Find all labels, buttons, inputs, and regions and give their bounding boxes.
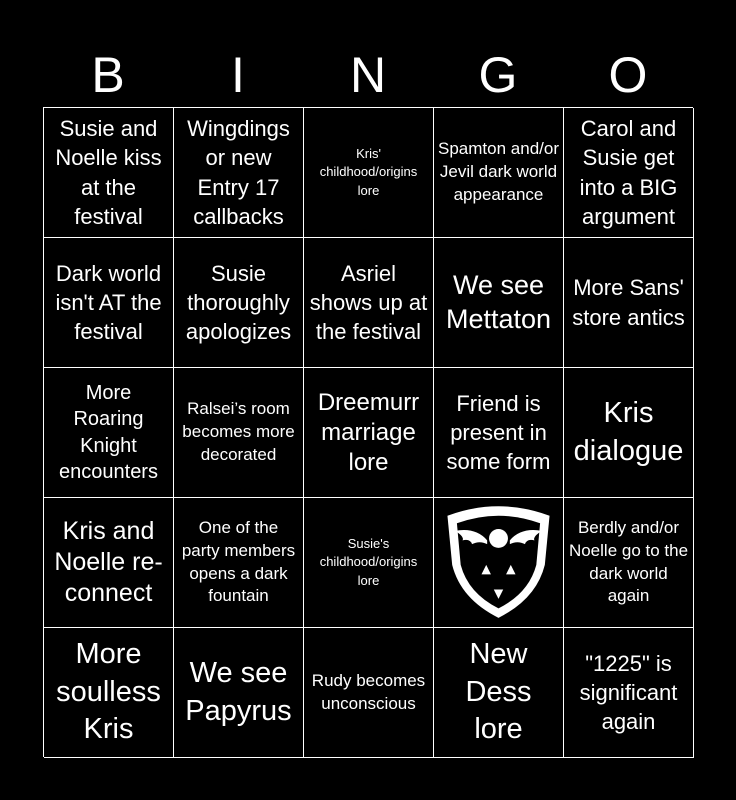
bingo-cell[interactable] bbox=[564, 238, 694, 368]
bingo-cell[interactable] bbox=[564, 368, 694, 498]
cell-text: Ralsei’s room becomes more decorated bbox=[182, 399, 295, 464]
bingo-cell[interactable] bbox=[304, 498, 434, 628]
bingo-cell[interactable] bbox=[434, 628, 564, 758]
bingo-cell[interactable] bbox=[174, 498, 304, 628]
cell-text: "1225" is significant again bbox=[579, 650, 678, 735]
cell-text: We see Papyrus bbox=[185, 656, 292, 727]
bingo-cell[interactable] bbox=[434, 368, 564, 498]
cell-text: More Roaring Knight encounters bbox=[59, 381, 158, 483]
cell-text: More Sans' store antics bbox=[572, 275, 685, 330]
bingo-cell[interactable] bbox=[564, 498, 694, 628]
header-letter-o: O bbox=[608, 47, 648, 103]
cell-text: One of the party members opens a dark fountain bbox=[181, 517, 296, 606]
cell-text: Spamton and/or Jevil dark world appearance bbox=[438, 139, 559, 204]
bingo-cell[interactable] bbox=[44, 628, 174, 758]
cell-text: Dark world isn't AT the festival bbox=[55, 260, 162, 345]
cell-text: Friend is present in some form bbox=[446, 390, 551, 475]
cell-text: We see Mettaton bbox=[445, 269, 552, 334]
cell-text: Carol and Susie get into a BIG argument bbox=[579, 116, 678, 229]
bingo-cell[interactable] bbox=[174, 238, 304, 368]
cell-text: Kris' childhood/origins lore bbox=[319, 146, 418, 198]
cell-text: Wingdings or new Entry 17 callbacks bbox=[187, 116, 290, 229]
free-space-cell bbox=[434, 498, 564, 628]
bingo-cell[interactable] bbox=[174, 628, 304, 758]
bingo-cell[interactable] bbox=[564, 108, 694, 238]
bingo-grid bbox=[43, 107, 693, 757]
bingo-cell[interactable] bbox=[434, 238, 564, 368]
cell-text: Susie and Noelle kiss at the festival bbox=[55, 116, 162, 229]
bingo-cell[interactable] bbox=[564, 628, 694, 758]
header-letter-n: N bbox=[349, 47, 387, 103]
cell-text: More soulless Kris bbox=[56, 637, 161, 746]
bingo-cell[interactable] bbox=[174, 108, 304, 238]
bingo-cell[interactable] bbox=[304, 108, 434, 238]
bingo-cell[interactable] bbox=[434, 108, 564, 238]
cell-text: Susie thoroughly apologizes bbox=[185, 260, 292, 345]
bingo-cell[interactable] bbox=[44, 368, 174, 498]
bingo-cell[interactable] bbox=[174, 368, 304, 498]
cell-text: Kris and Noelle re-connect bbox=[54, 516, 163, 608]
bingo-header bbox=[43, 45, 693, 105]
cell-text: Berdly and/or Noelle go to the dark world again bbox=[568, 517, 689, 606]
bingo-cell[interactable] bbox=[44, 498, 174, 628]
delta-rune-emblem-icon bbox=[438, 500, 559, 626]
header-letter-i: I bbox=[231, 47, 245, 103]
bingo-cell[interactable] bbox=[44, 238, 174, 368]
header-letter-b: B bbox=[91, 47, 125, 103]
cell-text: New Dess lore bbox=[465, 637, 532, 746]
bingo-cell[interactable] bbox=[304, 628, 434, 758]
bingo-cell[interactable] bbox=[44, 108, 174, 238]
cell-text: Asriel shows up at the festival bbox=[309, 260, 428, 345]
bingo-cell[interactable] bbox=[304, 368, 434, 498]
cell-text: Susie's childhood/origins lore bbox=[319, 536, 418, 588]
header-letter-g: G bbox=[478, 47, 518, 103]
cell-text: Kris dialogue bbox=[573, 396, 684, 467]
bingo-cell[interactable] bbox=[304, 238, 434, 368]
cell-text: Rudy becomes unconscious bbox=[311, 670, 426, 713]
cell-text: Dreemurr marriage lore bbox=[317, 388, 420, 476]
